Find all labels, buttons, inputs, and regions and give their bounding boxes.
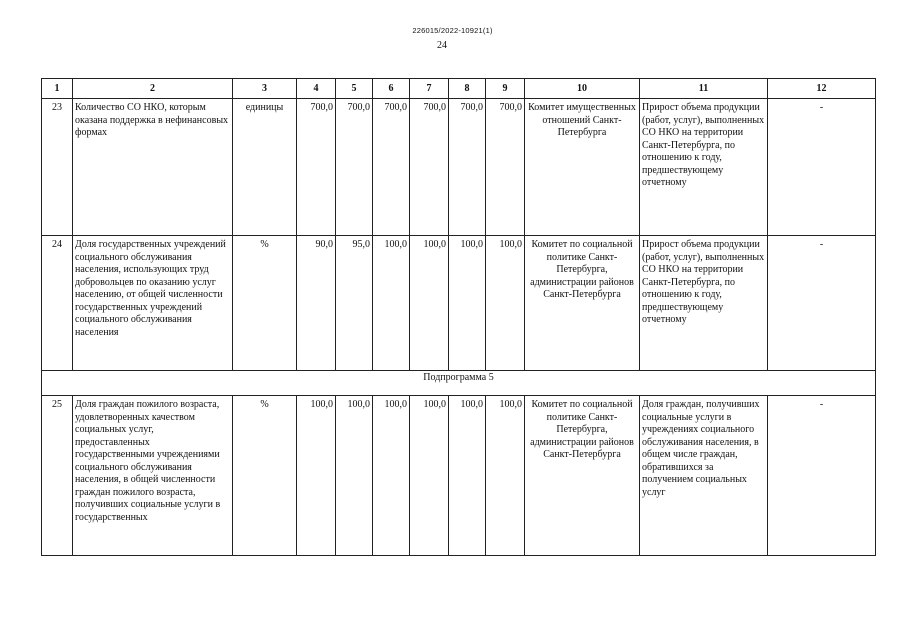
header-cell: 12	[768, 79, 876, 99]
header-cell: 11	[640, 79, 768, 99]
value-col-7: 700,0	[410, 99, 449, 236]
value-col-5: 100,0	[336, 396, 373, 556]
unit-of-measure: единицы	[233, 99, 297, 236]
table-row	[42, 99, 876, 236]
header-cell: 9	[486, 79, 525, 99]
table-row	[42, 236, 876, 371]
row-number: 25	[42, 396, 73, 556]
value-col-6: 700,0	[373, 99, 410, 236]
table-row	[42, 396, 876, 556]
note: -	[768, 99, 876, 236]
value-col-7: 100,0	[410, 236, 449, 371]
indicators-table	[41, 78, 876, 556]
value-col-7: 100,0	[410, 396, 449, 556]
header-cell: 7	[410, 79, 449, 99]
value-col-6: 100,0	[373, 396, 410, 556]
page-number: 24	[437, 40, 447, 51]
calculation-method: Доля граждан, получивших социальные услуги в учреждениях социального обслуживания населения, в общем числе граждан, обратившихся за получением социальных услуг	[640, 396, 768, 556]
header-cell: 3	[233, 79, 297, 99]
header-cell: 6	[373, 79, 410, 99]
row-number: 23	[42, 99, 73, 236]
value-col-5: 700,0	[336, 99, 373, 236]
indicator-name: Доля государственных учреждений социального обслуживания населения, использующих труд добровольцев по оказанию услуг населению, от общей численности государственных учреждений социального обслуживания населения	[73, 236, 233, 371]
value-col-6: 100,0	[373, 236, 410, 371]
unit-of-measure: %	[233, 396, 297, 556]
subprogram-row	[42, 371, 876, 396]
header-cell: 8	[449, 79, 486, 99]
unit-of-measure: %	[233, 236, 297, 371]
value-col-8: 100,0	[449, 236, 486, 371]
calculation-method: Прирост объема продукции (работ, услуг), выполненных СО НКО на территории Санкт-Петербурга, по отношению к году, предшествующему отчетному	[640, 236, 768, 371]
responsible-executor: Комитет по социальной политике Санкт-Петербурга, администрации районов Санкт-Петербурга	[525, 236, 640, 371]
responsible-executor: Комитет по социальной политике Санкт-Петербурга, администрации районов Санкт-Петербурга	[525, 396, 640, 556]
note: -	[768, 396, 876, 556]
indicator-name: Количество СО НКО, которым оказана поддержка в нефинансовых формах	[73, 99, 233, 236]
header-cell: 2	[73, 79, 233, 99]
indicator-name: Доля граждан пожилого возраста, удовлетворенных качеством социальных услуг, предоставленных государственными учреждениями социального обслуживания населения, в общей численности граждан пожилого возраста, получивших социальные услуги в государственных	[73, 396, 233, 556]
header-cell: 10	[525, 79, 640, 99]
value-col-9: 100,0	[486, 236, 525, 371]
header-cell: 5	[336, 79, 373, 99]
note: -	[768, 236, 876, 371]
table-header-row	[42, 79, 876, 99]
value-col-8: 700,0	[449, 99, 486, 236]
document-registration-number: 226015/2022-10921(1)	[412, 26, 493, 35]
row-number: 24	[42, 236, 73, 371]
value-col-9: 100,0	[486, 396, 525, 556]
value-col-9: 700,0	[486, 99, 525, 236]
value-col-5: 95,0	[336, 236, 373, 371]
header-cell: 4	[297, 79, 336, 99]
value-col-8: 100,0	[449, 396, 486, 556]
header-cell: 1	[42, 79, 73, 99]
subprogram-title: Подпрограмма 5	[42, 371, 876, 396]
value-col-4: 100,0	[297, 396, 336, 556]
value-col-4: 90,0	[297, 236, 336, 371]
value-col-4: 700,0	[297, 99, 336, 236]
responsible-executor: Комитет имущественных отношений Санкт-Петербурга	[525, 99, 640, 236]
calculation-method: Прирост объема продукции (работ, услуг), выполненных СО НКО на территории Санкт-Петербурга, по отношению к году, предшествующему отчетному	[640, 99, 768, 236]
